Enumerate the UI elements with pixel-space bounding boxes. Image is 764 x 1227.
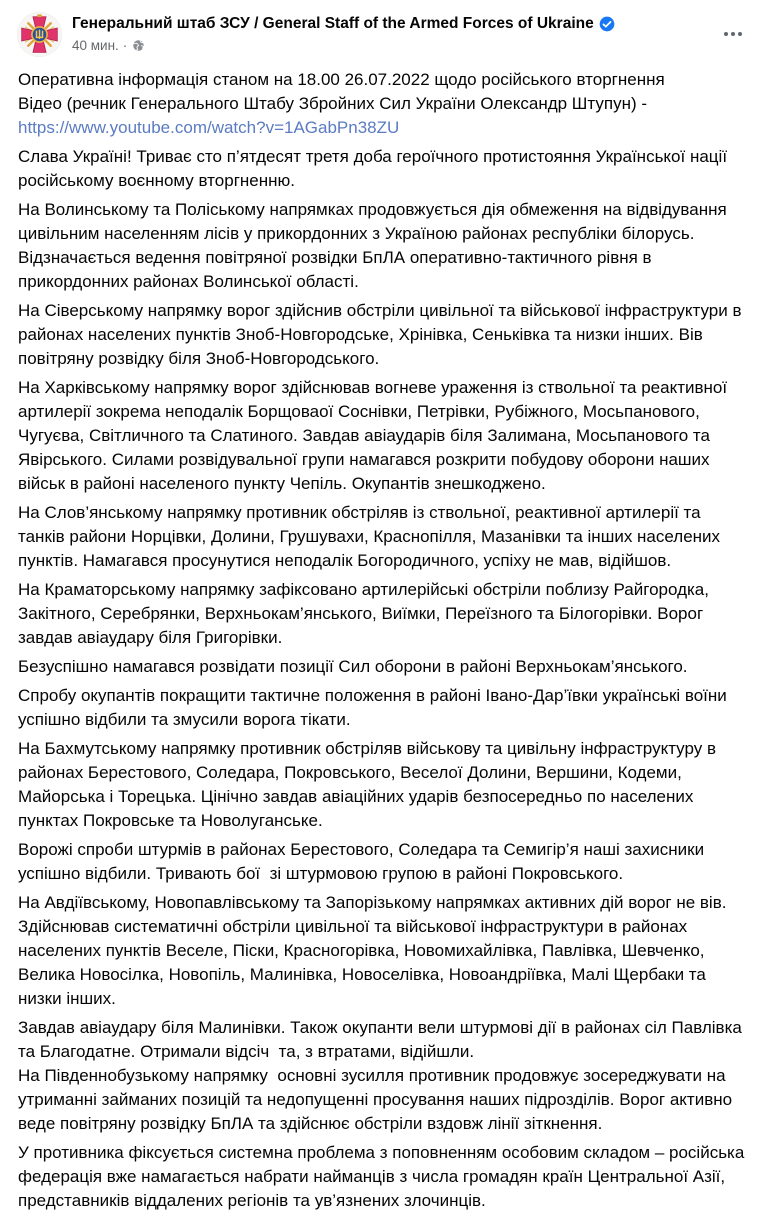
post-paragraph: На Сіверському напрямку ворог здійснив обстріли цивільної та військової інфраструктури в районах населених пунктів Зноб-Новгородське, Хрінівка, Сеньківка та низки інших. Вів повітряну розвідку біля Зноб-Новгородського. [18,301,747,368]
post-paragraph: Оперативна інформація станом на 18.00 26.07.2022 щодо російського вторгнення Відео (речник Генерального Штабу Збройних Сил України Олександр Штупун) - https://www.youtube.com/watch?v=1AGabPn38ZU [18,70,665,137]
post-paragraph: Слава Україні! Триває сто п’ятдесят третя доба героїчного протистояння Української нації російському воєнному вторгненню. [18,147,732,190]
general-staff-emblem-icon [17,12,62,57]
ellipsis-icon [738,32,742,36]
post-paragraph: Спробу окупантів покращити тактичне положення в районі Івано-Дар’ївки українські воїни успішно відбили та змусили ворога тікати. [18,686,732,729]
post-paragraph: На Бахмутському напрямку противник обстріляв військову та цивільну інфраструктуру в районах Берестового, Соледара, Покровського, Веселої Долини, Вершини, Кодеми, Майорська і Торецька. Цінічно завдав авіаційних ударів безпосередньо по населених пунктах Покровське та Новолуганське. [18,739,721,830]
post-paragraph: На Авдіївському, Новопавлівському та Запорізькому напрямках активних дій ворог не вів. Здійснював систематичні обстріли цивільної та військової інфраструктури в районах населених пунктів Веселе, Піски, Красногорівка, Новомихайлівка, Павлівка, Шевченко, Велика Новосілка, Новопіль, Малинівка, Новоселівка, Новоандріївка, Малі Щербаки та низки інших. [18,893,732,1008]
post-header-text [72,12,615,54]
post-paragraph: На Харківському напрямку ворог здійснював вогневе ураження із ствольної та реактивної артилерії зокрема неподалік Борщоваої Соснівки, Петрівки, Рубіжного, Мосьпанового, Чугуєва, Світличного та Слатиного. Завдав авіаударів біля Залимана, Мосьпанового та Явірського. Силами розвідувальної групи намагався розкрити побудову оборони наших військ в районі населеного пункту Чепіль. Окупантів знешкоджено. [18,378,732,493]
page-name-row [72,13,615,34]
verified-badge-icon [599,16,615,32]
timestamp[interactable]: 40 мин. [72,38,119,53]
meta-separator: · [122,38,128,53]
post-paragraph: Безуспішно намагався розвідати позиції Сил оборони в районі Верхньокам’янського. [18,657,688,676]
post-paragraph: Ворожі спроби штурмів в районах Берестового, Соледара та Семигір’я наші захисники успішно відбили. Тривають бої зі штурмовою групою в районі Покровського. [18,840,709,883]
post-body [0,65,764,1227]
post-paragraph: На Волинському та Поліському напрямках продовжується дія обмеження на відвідування цивільним населенням лісів у прикордонних з Україною районах республіки білорусь. Відзначається ведення повітряної розвідки БпЛА оперативно-тактичного рівня в прикордонних районах Волинської області. [18,200,732,291]
page-name[interactable]: Генеральний штаб ЗСУ / General Staff of the Armed Forces of Ukraine [72,15,594,32]
post-paragraph: На Слов’янському напрямку противник обстріляв із ствольної, реактивної артилерії та танків райони Норцівки, Долини, Грушувахи, Краснопілля, Мазанівки та інших населених пунктів. Намагався просунутися неподалік Богородичного, успіху не мав, відійшов. [18,503,725,570]
post-paragraph: На Краматорському напрямку зафіксовано артилерійські обстріли поблизу Райгородка, Закітного, Серебрянки, Верхньокам’янського, Виїмки, Переїзного та Білогорівки. Ворог завдав авіаудару біля Григорівки. [18,580,714,647]
post-paragraph: Завдав авіаудару біля Малинівки. Також окупанти вели штурмові дії в районах сіл Павлівка та Благодатне. Отримали відсіч та, з втратами, відійшли. На Південнобузькому напрямку основні зусилля противник продовжує зосереджувати на утриманні займаних позицій та недопущенні просування наших підрозділів. Ворог активно веде повітряну розвідку БпЛА та здійснює обстріли вздовж лінії зіткнення. [18,1018,747,1133]
post-paragraph: У противника фіксується системна проблема з поповненням особовим складом – російська федерація вже намагається набрати найманців з числа громадян країн Центральної Азії, представників віддалених регіонів та ув’язнених злочинців. [18,1143,750,1210]
ellipsis-icon [731,32,735,36]
globe-icon [132,39,145,52]
more-options-button[interactable] [720,24,746,44]
post-header [0,0,764,65]
post-meta-row [72,37,615,54]
avatar[interactable] [17,12,62,57]
ellipsis-icon [724,32,728,36]
post-link[interactable]: https://www.youtube.com/watch?v=1AGabPn38ZU [18,118,400,137]
